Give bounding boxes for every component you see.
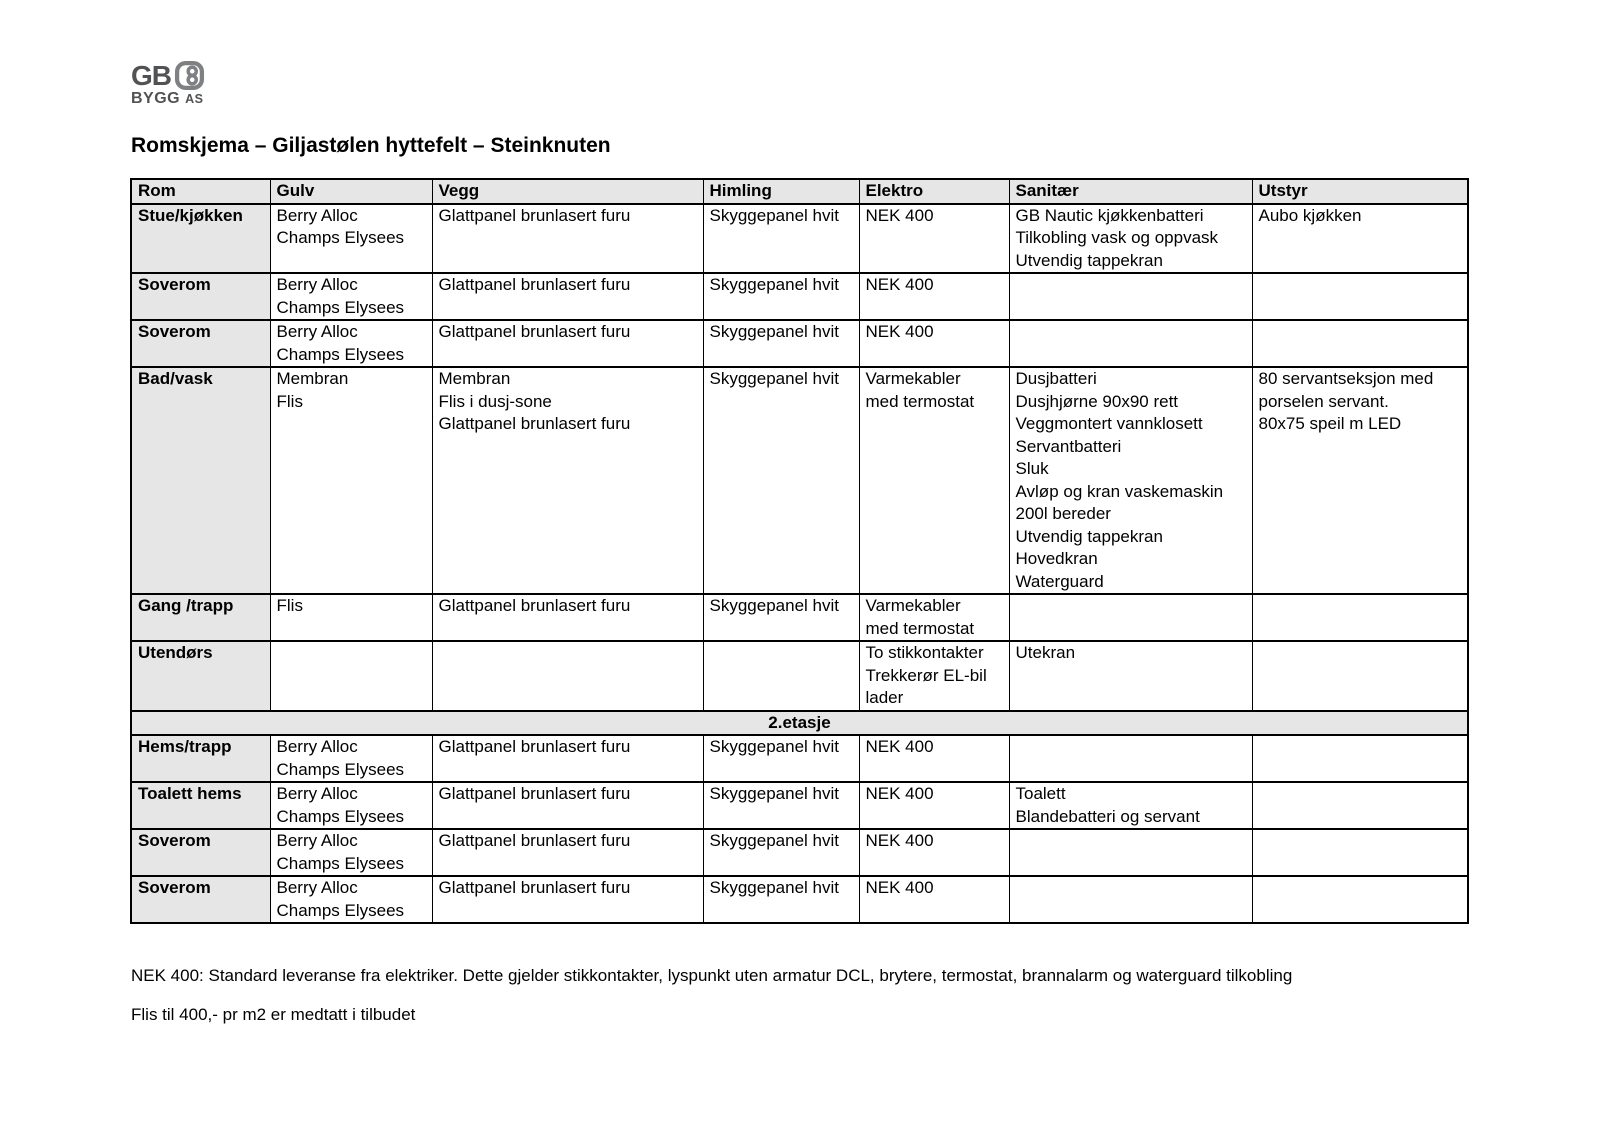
vegg-cell (432, 782, 703, 829)
cell-line: Glattpanel brunlasert furu (438, 596, 631, 615)
cell-line: Berry Alloc (276, 784, 358, 803)
cell-line: Utvendig tappekran (1015, 250, 1163, 270)
table-row (131, 320, 1468, 367)
cell-line: Sluk (1015, 459, 1049, 478)
gulv-cell (270, 829, 432, 876)
table-row (131, 273, 1468, 320)
vegg-cell (432, 735, 703, 782)
cell-line: Flis (276, 391, 303, 411)
table-row (131, 367, 1468, 594)
cell-line: NEK 400 (865, 878, 934, 897)
utstyr-cell (1252, 273, 1468, 320)
sanitaer-cell (1009, 735, 1252, 782)
himling-cell (703, 641, 859, 711)
cell-line: Glattpanel brunlasert furu (438, 322, 631, 341)
cell-line: Trekkerør EL-bil (865, 665, 987, 685)
cell-line: Flis i dusj-sone (438, 391, 552, 411)
cell-line: Champs Elysees (276, 900, 405, 920)
logo-gb-text: GB (131, 59, 171, 91)
page-title: Romskjema – Giljastølen hyttefelt – Steinknuten (131, 134, 611, 157)
cell-line: NEK 400 (865, 322, 934, 341)
gb-bygg-logo (131, 60, 205, 108)
vegg-cell (432, 367, 703, 594)
cell-line: NEK 400 (865, 784, 934, 803)
table-row (131, 735, 1468, 782)
logo-bottom-row (131, 90, 205, 108)
gulv-cell (270, 735, 432, 782)
cell-line: Berry Alloc (276, 831, 358, 850)
table-row (131, 829, 1468, 876)
table-row (131, 782, 1468, 829)
cell-line: lader (865, 688, 904, 707)
elektro-cell (859, 641, 1009, 711)
cell-line: NEK 400 (865, 275, 934, 294)
column-header-vegg: Vegg (432, 179, 703, 204)
cell-line: Skyggepanel hvit (709, 737, 839, 756)
cell-line: Avløp og kran vaskemaskin (1015, 481, 1224, 501)
utstyr-cell (1252, 876, 1468, 923)
room-name-cell: Soverom (131, 320, 270, 367)
room-name-cell: Soverom (131, 876, 270, 923)
himling-cell (703, 735, 859, 782)
room-name-cell: Gang /trapp (131, 594, 270, 641)
himling-cell (703, 876, 859, 923)
table-row (131, 876, 1468, 923)
gulv-cell (270, 204, 432, 274)
vegg-cell (432, 641, 703, 711)
cell-line: Berry Alloc (276, 322, 358, 341)
elektro-cell (859, 320, 1009, 367)
himling-cell (703, 594, 859, 641)
cell-line: Waterguard (1015, 571, 1104, 591)
room-name-cell: Utendørs (131, 641, 270, 711)
room-name-cell: Soverom (131, 273, 270, 320)
sanitaer-cell (1009, 320, 1252, 367)
vegg-cell (432, 320, 703, 367)
sanitaer-cell (1009, 829, 1252, 876)
cell-line: Skyggepanel hvit (709, 831, 839, 850)
cell-line: Champs Elysees (276, 853, 405, 873)
cell-line: Hovedkran (1015, 549, 1098, 568)
utstyr-cell (1252, 829, 1468, 876)
cell-line: NEK 400 (865, 205, 934, 225)
utstyr-cell (1252, 782, 1468, 829)
himling-cell (703, 367, 859, 594)
cell-line: Utekran (1015, 643, 1076, 662)
note-nek400: NEK 400: Standard leveranse fra elektriker. Dette gjelder stikkontakter, lyspunkt uten armatur DCL, brytere, termostat, brannalarm og waterguard tilkobling (131, 966, 1293, 985)
note-flis-pris: Flis til 400,- pr m2 er medtatt i tilbudet (131, 1005, 416, 1024)
cell-line: Berry Alloc (276, 205, 358, 225)
himling-cell (703, 320, 859, 367)
cell-line: Skyggepanel hvit (709, 275, 839, 294)
logo-bygg-text: BYGG (131, 90, 181, 107)
table-row (131, 204, 1468, 274)
column-header-gulv: Gulv (270, 179, 432, 204)
column-header-rom: Rom (131, 179, 270, 204)
cell-line: porselen servant. (1258, 391, 1389, 411)
himling-cell (703, 204, 859, 274)
cell-line: Blandebatteri og servant (1015, 806, 1200, 826)
sanitaer-cell (1009, 367, 1252, 594)
cell-line: Champs Elysees (276, 759, 405, 779)
vegg-cell (432, 204, 703, 274)
utstyr-cell (1252, 641, 1468, 711)
room-name-cell: Toalett hems (131, 782, 270, 829)
sanitaer-cell (1009, 782, 1252, 829)
gulv-cell (270, 320, 432, 367)
cell-line: Skyggepanel hvit (709, 784, 839, 803)
cell-line: Glattpanel brunlasert furu (438, 205, 631, 225)
cell-line: Toalett (1015, 784, 1066, 803)
gulv-cell (270, 273, 432, 320)
room-name-cell: Stue/kjøkken (131, 204, 270, 274)
cell-line: Berry Alloc (276, 737, 358, 756)
cell-line: Champs Elysees (276, 344, 405, 364)
logo-top-row (131, 60, 205, 91)
cell-line: Champs Elysees (276, 297, 405, 317)
cell-line: Berry Alloc (276, 275, 358, 294)
cell-line: Varmekabler (865, 596, 961, 615)
cell-line: Tilkobling vask og oppvask (1015, 228, 1219, 247)
utstyr-cell (1252, 320, 1468, 367)
logo-as-text: AS (185, 92, 204, 106)
elektro-cell (859, 204, 1009, 274)
room-name-cell: Bad/vask (131, 367, 270, 594)
column-header-sanit-r: Sanitær (1009, 179, 1252, 204)
section-label: 2.etasje (131, 711, 1468, 736)
cell-line: Skyggepanel hvit (709, 369, 839, 388)
vegg-cell (432, 594, 703, 641)
gulv-cell (270, 367, 432, 594)
cell-line: Glattpanel brunlasert furu (438, 878, 631, 897)
elektro-cell (859, 367, 1009, 594)
sanitaer-cell (1009, 641, 1252, 711)
cell-line: med termostat (865, 618, 975, 638)
table-header-row (131, 179, 1468, 204)
cell-line: med termostat (865, 391, 975, 411)
sanitaer-cell (1009, 594, 1252, 641)
romskjema-table (130, 178, 1469, 924)
utstyr-cell (1252, 204, 1468, 274)
gulv-cell (270, 641, 432, 711)
cell-line: Dusjbatteri (1015, 369, 1097, 388)
room-name-cell: Soverom (131, 829, 270, 876)
cell-line: 80 servantseksjon med (1258, 369, 1434, 388)
cell-line: Utvendig tappekran (1015, 526, 1163, 546)
cell-line: Glattpanel brunlasert furu (438, 275, 631, 294)
cell-line: Champs Elysees (276, 228, 405, 247)
column-header-utstyr: Utstyr (1252, 179, 1468, 204)
cell-line: Varmekabler (865, 369, 961, 388)
cell-line: Skyggepanel hvit (709, 596, 839, 615)
column-header-elektro: Elektro (859, 179, 1009, 204)
elektro-cell (859, 594, 1009, 641)
cell-line: Servantbatteri (1015, 436, 1122, 456)
cell-line: 200l bereder (1015, 504, 1111, 523)
cell-line: Veggmontert vannklosett (1015, 414, 1203, 433)
utstyr-cell (1252, 735, 1468, 782)
vegg-cell (432, 829, 703, 876)
cell-line: Glattpanel brunlasert furu (438, 414, 631, 433)
section-row (131, 711, 1468, 736)
table-row (131, 594, 1468, 641)
column-header-himling: Himling (703, 179, 859, 204)
cell-line: 80x75 speil m LED (1258, 414, 1402, 433)
cell-line: Skyggepanel hvit (709, 322, 839, 341)
cell-line: NEK 400 (865, 737, 934, 756)
himling-cell (703, 782, 859, 829)
cell-line: Flis (276, 596, 303, 615)
cell-line: Membran (438, 369, 511, 388)
cell-line: Champs Elysees (276, 806, 405, 826)
table-row (131, 641, 1468, 711)
gulv-cell (270, 782, 432, 829)
vegg-cell (432, 273, 703, 320)
elektro-cell (859, 735, 1009, 782)
elektro-cell (859, 273, 1009, 320)
cell-line: Glattpanel brunlasert furu (438, 737, 631, 756)
elektro-cell (859, 876, 1009, 923)
sanitaer-cell (1009, 204, 1252, 274)
sanitaer-cell (1009, 273, 1252, 320)
himling-cell (703, 273, 859, 320)
cell-line: Aubo kjøkken (1258, 205, 1362, 225)
vegg-cell (432, 876, 703, 923)
cell-line: Membran (276, 369, 349, 388)
cell-line: Dusjhjørne 90x90 rett (1015, 391, 1179, 411)
cell-line: Skyggepanel hvit (709, 205, 839, 225)
utstyr-cell (1252, 594, 1468, 641)
elektro-cell (859, 782, 1009, 829)
sanitaer-cell (1009, 876, 1252, 923)
cell-line: Glattpanel brunlasert furu (438, 831, 631, 850)
gb-monogram-icon (174, 60, 205, 91)
gulv-cell (270, 594, 432, 641)
cell-line: NEK 400 (865, 831, 934, 850)
cell-line: To stikkontakter (865, 643, 984, 662)
gulv-cell (270, 876, 432, 923)
cell-line: Skyggepanel hvit (709, 878, 839, 897)
utstyr-cell (1252, 367, 1468, 594)
elektro-cell (859, 829, 1009, 876)
cell-line: Glattpanel brunlasert furu (438, 784, 631, 803)
himling-cell (703, 829, 859, 876)
cell-line: Berry Alloc (276, 878, 358, 897)
cell-line: GB Nautic kjøkkenbatteri (1015, 205, 1204, 225)
room-name-cell: Hems/trapp (131, 735, 270, 782)
